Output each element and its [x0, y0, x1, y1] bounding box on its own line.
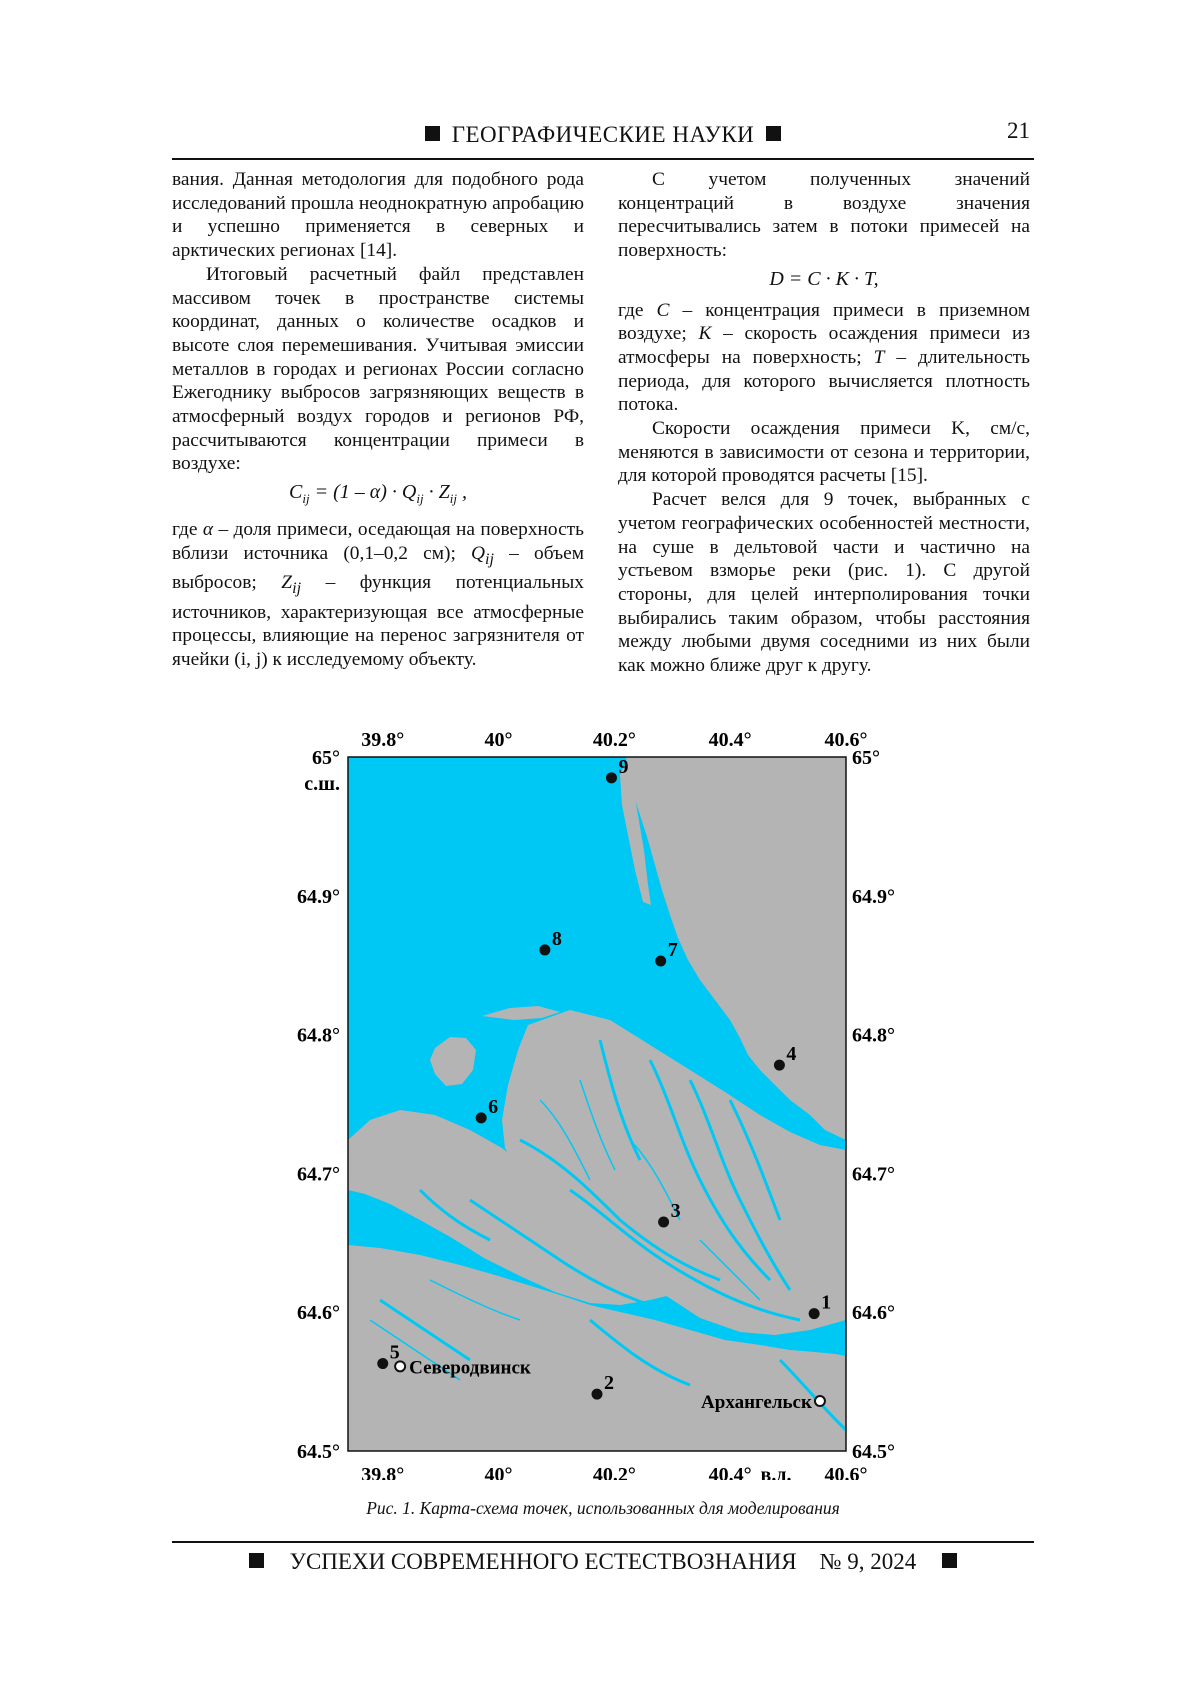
point-marker-3 — [658, 1216, 669, 1227]
city-marker — [815, 1396, 825, 1406]
y-tick-label-left: 64.7° — [297, 1163, 340, 1185]
city-label: Северодвинск — [409, 1357, 531, 1378]
section-name: ГЕОГРАФИЧЕСКИЕ НАУКИ — [452, 122, 755, 147]
y-tick-label-right: 64.5° — [852, 1441, 895, 1463]
point-marker-8 — [539, 944, 550, 955]
x-tick-label-bottom: 40.6° — [825, 1464, 868, 1480]
point-marker-5 — [377, 1358, 388, 1369]
section-title — [172, 122, 1034, 148]
point-label-9: 9 — [618, 756, 628, 778]
square-bullet-icon — [942, 1553, 957, 1568]
x-tick-label-top: 40° — [485, 729, 513, 751]
city-marker — [395, 1361, 405, 1371]
footer-rule — [172, 1541, 1034, 1543]
paragraph: вания. Данная методология для подобного рода исследований прошла неоднократную апробацию и успешно применяется в северных и арктических регионах [14]. — [172, 168, 584, 263]
y-tick-label-left: 65° — [312, 747, 340, 769]
y-tick-label-right: 64.7° — [852, 1163, 895, 1185]
point-label-5: 5 — [390, 1342, 400, 1364]
x-tick-label-bottom: 40° — [485, 1464, 513, 1480]
square-bullet-icon — [249, 1553, 264, 1568]
y-tick-label-right: 64.6° — [852, 1302, 895, 1324]
square-bullet-icon — [766, 126, 781, 141]
right-column — [618, 168, 1030, 678]
x-tick-label-top: 40.2° — [593, 729, 636, 751]
x-tick-label-top: 40.4° — [709, 729, 752, 751]
point-label-8: 8 — [552, 928, 562, 950]
point-marker-9 — [606, 772, 617, 783]
formula-flux: D = C · K · T, — [618, 268, 1030, 292]
page-number: 21 — [1007, 118, 1030, 144]
figure-caption: Рис. 1. Карта-схема точек, использованных для моделирования — [172, 1498, 1034, 1519]
paragraph: Расчет велся для 9 точек, выбранных с учетом географических особенностей местности, на суше в дельтовой части и частично на устьевом взморье реки (рис. 1). С другой стороны, для целей интерполирования точки выбирались таким образом, чтобы расстояния между любыми двумя соседними из них были как можно ближе друг к другу. — [618, 488, 1030, 678]
paragraph: где C – концентрация примеси в приземном воздухе; K – скорость осаждения примеси из атмосферы на поверхность; T – длительность периода, для которого вычисляется плотность потока. — [618, 299, 1030, 418]
point-marker-6 — [476, 1112, 487, 1123]
point-marker-4 — [774, 1060, 785, 1071]
y-tick-label-left: 64.9° — [297, 886, 340, 908]
running-header — [172, 118, 1034, 158]
y-tick-label-left: 64.5° — [297, 1441, 340, 1463]
point-label-1: 1 — [821, 1292, 831, 1314]
y-tick-label-left: 64.6° — [297, 1302, 340, 1324]
x-tick-label-top: 40.6° — [825, 729, 868, 751]
y-tick-label-right: 64.8° — [852, 1025, 895, 1047]
issue-number: № 9, 2024 — [820, 1549, 917, 1574]
paragraph: где α – доля примеси, оседающая на поверхность вблизи источника (0,1–0,2 см); Qij – объем выбросов; Zij – функция потенциальных источников, характеризующая все атмосферные процессы, влияющие на перенос загрязнителя от ячейки (i, j) к исследуемому объекту. — [172, 518, 584, 672]
square-bullet-icon — [425, 126, 440, 141]
y-tick-label-right: 65° — [852, 747, 880, 769]
y-tick-label-right: 64.9° — [852, 886, 895, 908]
point-label-3: 3 — [671, 1200, 681, 1222]
x-tick-label-top: 39.8° — [361, 729, 404, 751]
paragraph: С учетом полученных значений концентраций в воздухе значения пересчитывались затем в потоки примесей на поверхность: — [618, 168, 1030, 263]
paragraph: Скорости осаждения примеси K, см/с, меняются в зависимости от сезона и территории, для которой проводятся расчеты [15]. — [618, 417, 1030, 488]
point-label-2: 2 — [604, 1372, 614, 1394]
point-label-4: 4 — [786, 1043, 796, 1065]
point-marker-1 — [809, 1308, 820, 1319]
map-figure — [270, 720, 930, 1480]
point-marker-2 — [592, 1389, 603, 1400]
journal-name: УСПЕХИ СОВРЕМЕННОГО ЕСТЕСТВОЗНАНИЯ — [290, 1549, 797, 1574]
x-tick-label-bottom: 39.8° — [361, 1464, 404, 1480]
city-label: Архангельск — [701, 1392, 812, 1413]
point-label-6: 6 — [488, 1096, 498, 1118]
formula-concentration: Cij = (1 – α) · Qij · Zij , — [172, 481, 584, 511]
running-footer — [172, 1549, 1034, 1575]
y-tick-label-left: 64.8° — [297, 1025, 340, 1047]
x-tick-label-bottom: 40.2° — [593, 1464, 636, 1480]
lon-unit-label: в.д. — [761, 1464, 792, 1480]
map-area — [348, 757, 846, 1451]
left-column — [172, 168, 584, 672]
point-label-7: 7 — [668, 939, 678, 961]
lat-unit-label: с.ш. — [304, 773, 340, 795]
point-marker-7 — [655, 956, 666, 967]
header-rule — [172, 158, 1034, 160]
x-tick-label-bottom: 40.4° — [709, 1464, 752, 1480]
paragraph: Итоговый расчетный файл представлен массивом точек в пространстве системы координат, данных о количестве осадков и высоте слоя перемешивания. Учитывая эмиссии металлов в городах и регионах России согласно Ежегоднику выбросов загрязняющих веществ в атмосферный воздух городов и регионов РФ, рассчитываются концентрации примеси в воздухе: — [172, 263, 584, 476]
